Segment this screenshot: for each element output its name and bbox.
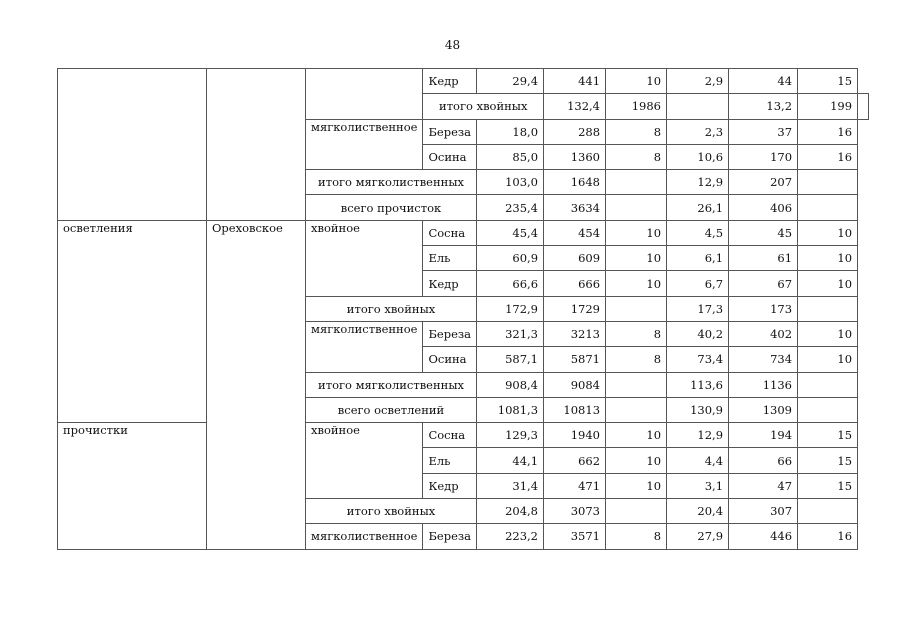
value-cell: 130,9: [667, 397, 729, 422]
value-cell: 609: [544, 246, 606, 271]
value-cell: 1360: [544, 144, 606, 169]
value-cell: 18,0: [477, 119, 544, 144]
value-cell: 199: [798, 94, 858, 119]
value-cell: 6,7: [667, 271, 729, 296]
value-cell: 15: [798, 423, 858, 448]
value-cell: 44: [729, 69, 798, 94]
value-cell: 1309: [729, 397, 798, 422]
value-cell: 3213: [544, 321, 606, 346]
value-cell: 8: [606, 524, 667, 549]
value-cell: 446: [729, 524, 798, 549]
value-cell: [858, 94, 869, 119]
value-cell: 207: [729, 170, 798, 195]
value-cell: 3634: [544, 195, 606, 220]
value-cell: 15: [798, 69, 858, 94]
species-cell: Кедр: [423, 473, 477, 498]
value-cell: 1729: [544, 296, 606, 321]
species-cell: Береза: [423, 119, 477, 144]
value-cell: 10813: [544, 397, 606, 422]
value-cell: 85,0: [477, 144, 544, 169]
value-cell: 908,4: [477, 372, 544, 397]
total-label: всего прочисток: [306, 195, 477, 220]
value-cell: 16: [798, 524, 858, 549]
value-cell: 1136: [729, 372, 798, 397]
value-cell: 66: [729, 448, 798, 473]
value-cell: 1648: [544, 170, 606, 195]
value-cell: 17,3: [667, 296, 729, 321]
species-group-cell: мягколиственное: [306, 524, 423, 549]
value-cell: 132,4: [544, 94, 606, 119]
value-cell: 666: [544, 271, 606, 296]
total-label: всего осветлений: [306, 397, 477, 422]
value-cell: 3073: [544, 499, 606, 524]
value-cell: 8: [606, 119, 667, 144]
subtotal-label: итого хвойных: [306, 499, 477, 524]
value-cell: 103,0: [477, 170, 544, 195]
value-cell: 441: [544, 69, 606, 94]
value-cell: 47: [729, 473, 798, 498]
value-cell: 4,4: [667, 448, 729, 473]
subtotal-label: итого хвойных: [423, 94, 544, 119]
value-cell: 288: [544, 119, 606, 144]
value-cell: [606, 397, 667, 422]
value-cell: 223,2: [477, 524, 544, 549]
value-cell: 1986: [606, 94, 667, 119]
value-cell: 3571: [544, 524, 606, 549]
value-cell: 406: [729, 195, 798, 220]
value-cell: 1081,3: [477, 397, 544, 422]
value-cell: 6,1: [667, 246, 729, 271]
value-cell: 10: [798, 220, 858, 245]
species-cell: Ель: [423, 246, 477, 271]
value-cell: [606, 296, 667, 321]
value-cell: 9084: [544, 372, 606, 397]
value-cell: [667, 94, 729, 119]
table-row: [58, 69, 869, 94]
value-cell: 10: [606, 423, 667, 448]
value-cell: 10: [798, 347, 858, 372]
value-cell: 170: [729, 144, 798, 169]
value-cell: 10: [798, 271, 858, 296]
value-cell: 471: [544, 473, 606, 498]
value-cell: 10: [606, 69, 667, 94]
value-cell: 61: [729, 246, 798, 271]
value-cell: 10: [798, 321, 858, 346]
species-cell: Осина: [423, 347, 477, 372]
species-cell: Береза: [423, 524, 477, 549]
subtotal-label: итого мягколиственных: [306, 372, 477, 397]
value-cell: 27,9: [667, 524, 729, 549]
forestry-cell: Ореховское: [207, 220, 306, 549]
value-cell: [606, 195, 667, 220]
value-cell: 662: [544, 448, 606, 473]
page-number: 48: [444, 38, 461, 52]
value-cell: 8: [606, 347, 667, 372]
felling-table: [57, 68, 869, 550]
value-cell: 307: [729, 499, 798, 524]
species-group-cell: мягколиственное: [306, 321, 423, 372]
value-cell: [798, 372, 858, 397]
felling-type-cell: [58, 69, 207, 221]
value-cell: [798, 296, 858, 321]
species-group-cell: хвойное: [306, 423, 423, 499]
value-cell: 172,9: [477, 296, 544, 321]
species-cell: Береза: [423, 321, 477, 346]
value-cell: 20,4: [667, 499, 729, 524]
value-cell: 204,8: [477, 499, 544, 524]
value-cell: 29,4: [477, 69, 544, 94]
value-cell: [798, 170, 858, 195]
value-cell: 8: [606, 144, 667, 169]
value-cell: 15: [798, 448, 858, 473]
value-cell: 15: [798, 473, 858, 498]
value-cell: 10: [606, 246, 667, 271]
felling-type-cell: прочистки: [58, 423, 207, 549]
value-cell: 44,1: [477, 448, 544, 473]
value-cell: 60,9: [477, 246, 544, 271]
species-group-cell: мягколиственное: [306, 119, 423, 170]
value-cell: [606, 499, 667, 524]
value-cell: 12,9: [667, 170, 729, 195]
value-cell: 31,4: [477, 473, 544, 498]
value-cell: 10: [606, 448, 667, 473]
value-cell: 5871: [544, 347, 606, 372]
species-cell: Кедр: [423, 69, 477, 94]
value-cell: 45,4: [477, 220, 544, 245]
table-row: [58, 220, 869, 245]
value-cell: 13,2: [729, 94, 798, 119]
subtotal-label: итого хвойных: [306, 296, 477, 321]
value-cell: 16: [798, 144, 858, 169]
value-cell: 67: [729, 271, 798, 296]
value-cell: 173: [729, 296, 798, 321]
value-cell: [798, 499, 858, 524]
species-cell: Сосна: [423, 423, 477, 448]
value-cell: [798, 397, 858, 422]
value-cell: 321,3: [477, 321, 544, 346]
value-cell: 10: [606, 220, 667, 245]
species-group-cell: хвойное: [306, 220, 423, 296]
value-cell: 402: [729, 321, 798, 346]
value-cell: 10,6: [667, 144, 729, 169]
value-cell: [606, 170, 667, 195]
value-cell: [606, 372, 667, 397]
value-cell: 587,1: [477, 347, 544, 372]
value-cell: 1940: [544, 423, 606, 448]
value-cell: 26,1: [667, 195, 729, 220]
value-cell: 4,5: [667, 220, 729, 245]
value-cell: 2,9: [667, 69, 729, 94]
felling-type-cell: осветления: [58, 220, 207, 422]
value-cell: 10: [798, 246, 858, 271]
species-cell: Осина: [423, 144, 477, 169]
species-group-cell: [306, 69, 423, 120]
value-cell: 734: [729, 347, 798, 372]
value-cell: 8: [606, 321, 667, 346]
value-cell: 454: [544, 220, 606, 245]
subtotal-label: итого мягколиственных: [306, 170, 477, 195]
value-cell: 73,4: [667, 347, 729, 372]
value-cell: 194: [729, 423, 798, 448]
value-cell: 37: [729, 119, 798, 144]
species-cell: Ель: [423, 448, 477, 473]
forestry-cell: [207, 69, 306, 221]
value-cell: 45: [729, 220, 798, 245]
value-cell: 3,1: [667, 473, 729, 498]
value-cell: 10: [606, 271, 667, 296]
value-cell: 12,9: [667, 423, 729, 448]
value-cell: [798, 195, 858, 220]
value-cell: 10: [606, 473, 667, 498]
value-cell: 113,6: [667, 372, 729, 397]
species-cell: Кедр: [423, 271, 477, 296]
value-cell: 2,3: [667, 119, 729, 144]
value-cell: 235,4: [477, 195, 544, 220]
species-cell: Сосна: [423, 220, 477, 245]
value-cell: 66,6: [477, 271, 544, 296]
value-cell: 16: [798, 119, 858, 144]
value-cell: 40,2: [667, 321, 729, 346]
value-cell: 129,3: [477, 423, 544, 448]
table-row: [58, 423, 869, 448]
